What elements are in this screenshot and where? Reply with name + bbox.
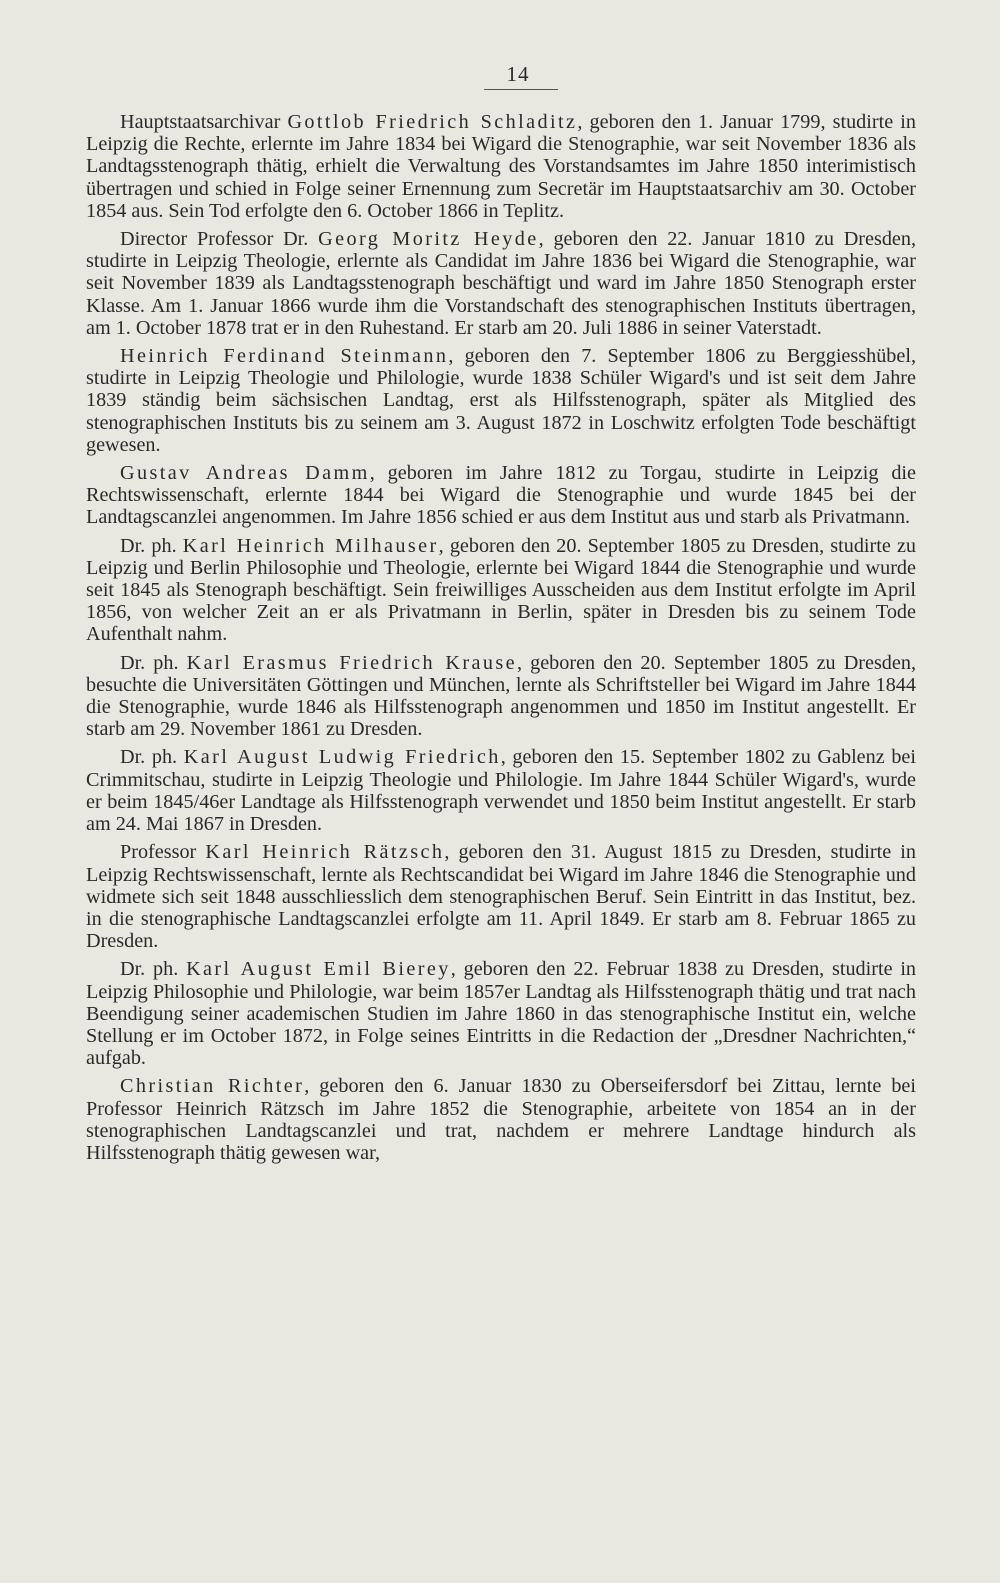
person-name: Karl August Emil Bierey bbox=[186, 958, 451, 981]
entry-text: , geboren den 20. September 1805 zu Dresden, besuchte die Universitäten Göttingen und München, lernte als Schriftsteller bei Wigard im Jahre 1844 die Stenographie, wurde 1846 als Hilfsstenograph angenommen und 1850 im Institut angestellt. Er starb am 29. November 1861 zu Dresden. bbox=[86, 651, 917, 741]
page-number-rule bbox=[484, 89, 558, 90]
entry-prefix: Dr. ph. bbox=[120, 746, 178, 769]
person-name: Karl August Ludwig Friedrich bbox=[183, 746, 501, 769]
entry-text: , geboren den 6. Januar 1830 zu Oberseifersdorf bei Zittau, lernte bei Professor Heinrich Rätzsch im Jahre 1852 die Stenographie, arbeitete von 1854 an in der stenographischen Landtagscanzlei und trat, nachdem er mehrere Landtage hindurch als Hilfsstenograph thätig gewesen war, bbox=[86, 1075, 916, 1164]
person-name: Karl Erasmus Friedrich Krause bbox=[186, 651, 517, 674]
entry-text: , geboren den 22. Februar 1838 zu Dresden, studirte in Leipzig Philosophie und Philologie, war beim 1857er Landtag als Hilfsstenograph thätig und trat nach Beendigung seiner academischen Studien im Jahre 1860 in das stenographische Institut ein, welche Stellung er im October 1872, in Folge seines Eintritts in die Redaction der „Dresdner Nachrichten,“ aufgab. bbox=[86, 958, 917, 1070]
person-name: Christian Richter bbox=[120, 1075, 305, 1098]
entry-text: , geboren den 20. September 1805 zu Dresden, studirte zu Leipzig und Berlin Philosophie und Theologie, erlernte bei Wigard 1844 die Stenographie und wurde seit 1845 als Stenograph beschäftigt. Sein freiwilliges Ausscheiden aus dem Institut erfolgte im April 1856, von welcher Zeit an er als Privatmann in Berlin, später in Dresden bis zu seinem Tode Aufenthalt nahm. bbox=[86, 534, 917, 646]
paragraph-heyde bbox=[86, 228, 916, 339]
entry-prefix: Hauptstaatsarchivar bbox=[120, 111, 281, 133]
person-name: Gustav Andreas Damm bbox=[120, 462, 370, 485]
entry-text: , geboren den 1. Januar 1799, studirte in Leipzig die Rechte, erlernte im Jahre 1834 bei Wigard die Stenographie, war seit November 1836 als Landtagsstenograph thätig, erhielt die Verwaltung des Vorstandsamtes im Jahre 1850 interimistisch übertragen und schied in Folge seiner Ernennung zum Secretär im Hauptstaatsarchiv am 30. October 1854 aus. Sein Tod erfolgte den 6. October 1866 in Teplitz. bbox=[86, 111, 917, 222]
paragraph-damm bbox=[86, 462, 916, 529]
paragraph-raetzsch bbox=[86, 841, 916, 952]
entry-prefix: Professor bbox=[120, 841, 197, 864]
entry-prefix: Dr. ph. bbox=[120, 958, 179, 981]
paragraph-schladitz bbox=[86, 111, 916, 222]
paragraph-steinmann bbox=[86, 345, 916, 456]
entry-text: , geboren den 22. Januar 1810 zu Dresden, studirte in Leipzig Theologie, erlernte als Candidat im Jahre 1836 bei Wigard die Stenographie, war seit November 1839 als Landtagsstenograph beschäftigt und ward im Jahre 1850 Stenograph erster Klasse. Am 1. Januar 1866 wurde ihm die Vorstandschaft des stenographischen Instituts übertragen, am 1. October 1878 trat er in den Ruhestand. Er starb am 20. Juli 1886 in seiner Vaterstadt. bbox=[86, 228, 917, 339]
entry-prefix: Dr. ph. bbox=[120, 651, 179, 674]
entry-text: , geboren den 7. September 1806 zu Berggiesshübel, studirte in Leipzig Theologie und Philologie, wurde 1838 Schüler Wigard's und ist seit dem Jahre 1839 ständig beim sächsischen Landtag, erst als Hilfsstenograph, später als Mitglied des stenographischen Instituts bis zu seinem am 3. August 1872 in Loschwitz erfolgten Tode beschäftigt gewesen. bbox=[86, 345, 917, 456]
person-name: Georg Moritz Heyde bbox=[318, 228, 539, 251]
page-number: 14 bbox=[506, 62, 530, 86]
person-name: Karl Heinrich Rätzsch bbox=[205, 841, 445, 864]
paragraph-milhauser bbox=[86, 535, 916, 646]
body-text bbox=[86, 111, 916, 1170]
entry-prefix: Dr. ph. bbox=[120, 534, 177, 557]
person-name: Gottlob Friedrich Schladitz bbox=[287, 111, 578, 133]
entry-text: , geboren im Jahre 1812 zu Torgau, studirte in Leipzig die Rechtswissenschaft, erlernte 1844 bei Wigard die Stenographie und wurde 1845 bei der Landtagscanzlei angenommen. Im Jahre 1856 schied er aus dem Institut aus und starb als Privatmann. bbox=[86, 462, 916, 529]
entry-text: , geboren den 31. August 1815 zu Dresden, studirte in Leipzig Rechtswissenschaft, lernte als Rechtscandidat bei Wigard im Jahre 1846 die Stenographie und widmete sich seit 1848 ausschliesslich dem stenographischen Beruf. Sein Eintritt in das Institut, bez. in die stenographische Landtagscanzlei erfolgte am 11. April 1849. Er starb am 8. Februar 1865 zu Dresden. bbox=[86, 841, 916, 953]
paragraph-richter bbox=[86, 1075, 916, 1164]
person-name: Karl Heinrich Milhauser bbox=[182, 534, 439, 557]
entry-text: , geboren den 15. September 1802 zu Gablenz bei Crimmitschau, studirte in Leipzig Theologie und Philologie. Im Jahre 1844 Schüler Wigard's, wurde er beim 1845/46er Landtage als Hilfsstenograph verwendet und 1850 beim Institut angestellt. Er starb am 24. Mai 1867 in Dresden. bbox=[86, 746, 916, 836]
paragraph-friedrich bbox=[86, 746, 916, 835]
person-name: Heinrich Ferdinand Steinmann bbox=[120, 345, 449, 368]
paragraph-krause bbox=[86, 652, 916, 741]
paragraph-bierey bbox=[86, 958, 916, 1069]
entry-prefix: Director Professor Dr. bbox=[120, 228, 309, 251]
